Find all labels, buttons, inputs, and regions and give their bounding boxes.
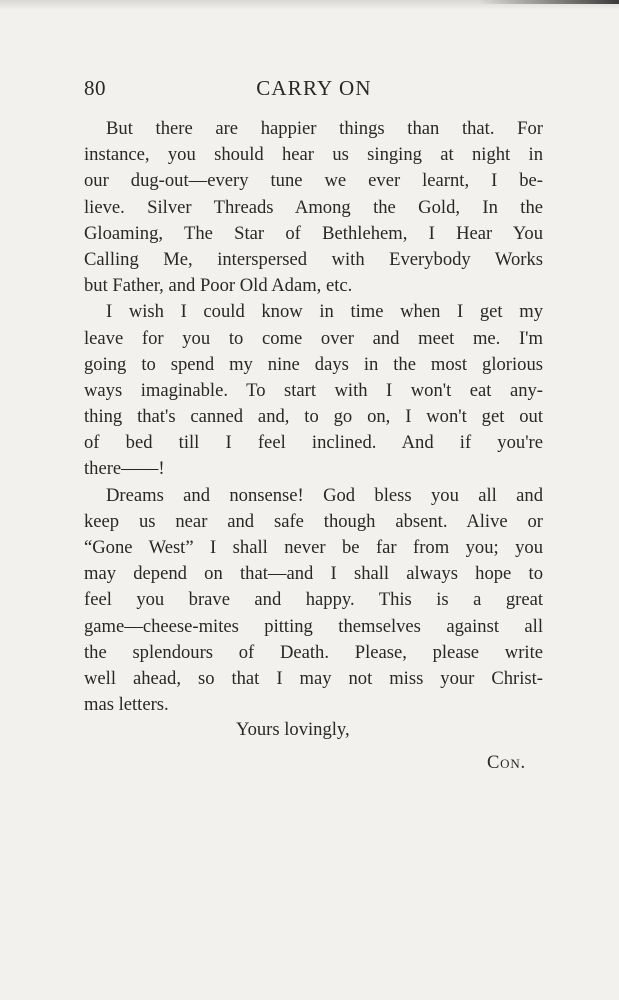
text-line: may depend on that—and I shall always hope to [84,563,543,585]
text-line: Dreams and nonsense! God bless you all and [106,484,543,506]
page-header [84,76,544,104]
text-line: leave for you to come over and meet me. I'm [84,327,543,349]
running-head: CARRY ON [256,76,372,100]
text-line: feel you brave and happy. This is a great [84,589,543,611]
paragraph-3 [84,483,543,719]
text-line: mas letters. [84,694,169,716]
text-line: well ahead, so that I may not miss your Christ- [84,667,543,689]
text-line: ways imaginable. To start with I won't eat any- [84,379,543,401]
text-line: game—cheese-mites pitting themselves against all [84,615,543,637]
text-line: our dug-out—every tune we ever learnt, I be- [84,170,543,192]
page-corner-shadow [479,0,619,4]
text-line: thing that's canned and, to go on, I won't get out [84,406,543,428]
text-line: Calling Me, interspersed with Everybody Works [84,248,543,270]
paragraph-2 [84,299,543,482]
text-line: keep us near and safe though absent. Alive or [84,510,543,532]
letter-body [84,116,543,718]
text-line: but Father, and Poor Old Adam, etc. [84,275,353,297]
salutation: Yours lovingly, [236,719,350,740]
paragraph-1 [84,116,543,299]
text-line: lieve. Silver Threads Among the Gold, In the [84,196,543,218]
text-line: there——! [84,458,165,480]
signature: Con. [486,752,526,773]
text-line: of bed till I feel inclined. And if you're [84,432,543,454]
text-line: instance, you should hear us singing at night in [84,144,543,166]
text-line: Gloaming, The Star of Bethlehem, I Hear You [84,222,543,244]
text-line: going to spend my nine days in the most glorious [84,353,543,375]
page-number: 80 [84,76,106,100]
closing [84,719,543,749]
text-line: “Gone West” I shall never be far from you; you [84,537,543,558]
text-line: the splendours of Death. Please, please write [84,641,543,663]
text-line: But there are happier things than that. For [106,118,543,139]
text-line: I wish I could know in time when I get my [106,301,543,323]
